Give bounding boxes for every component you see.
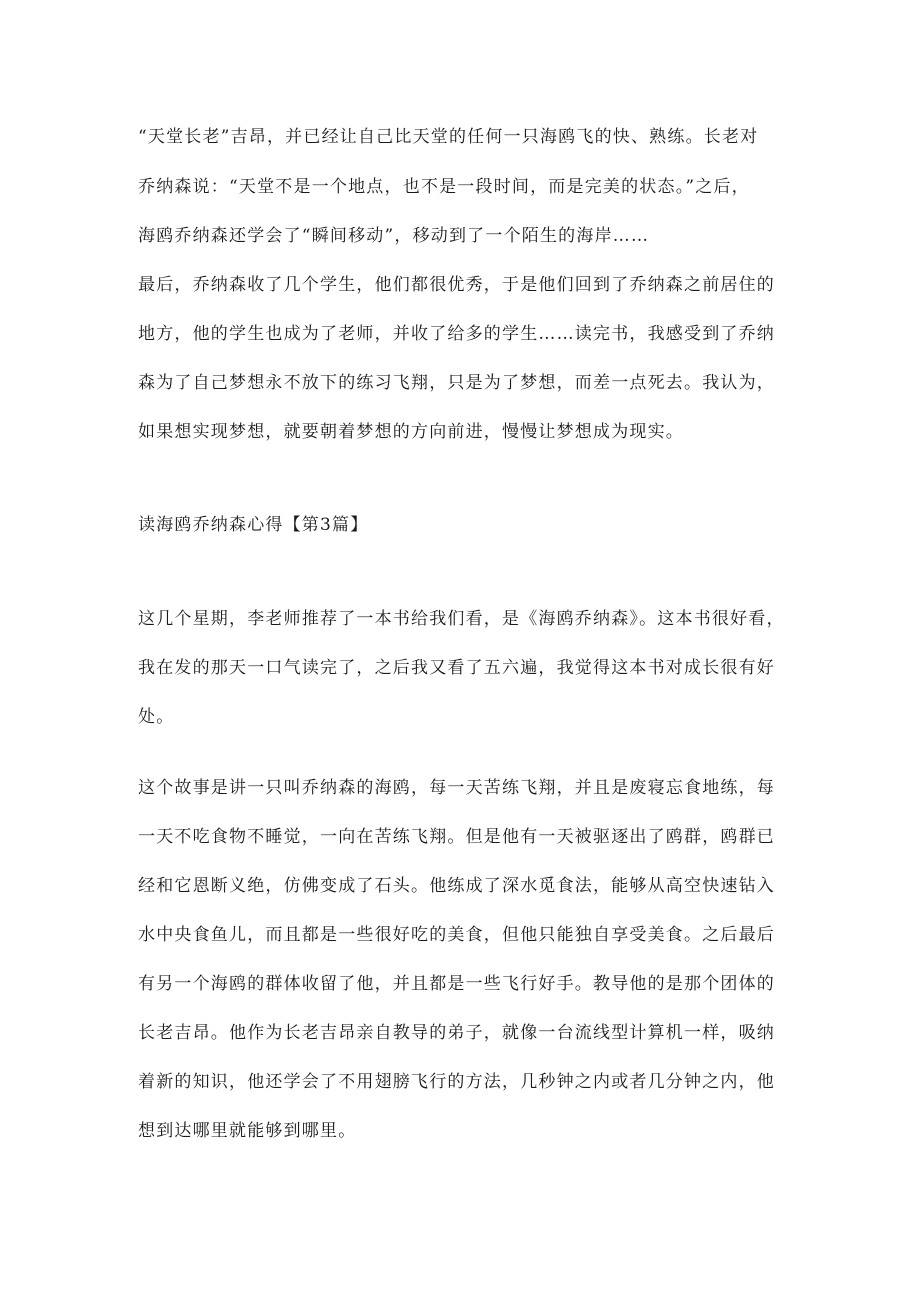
text-line: 有另一个海鸥的群体收留了他，并且都是一些飞行好手。教导他的是那个团体的 [138,974,775,994]
text-line: 海鸥乔纳森还学会了“瞬间移动”，移动到了一个陌生的海岸…… [138,226,650,246]
text-line: 乔纳森说：“天堂不是一个地点，也不是一段时间，而是完美的状态。”之后， [138,177,750,197]
text-line: 处。 [138,707,175,727]
text-line: 这个故事是讲一只叫乔纳森的海鸥，每一天苦练飞翔，并且是废寝忘食地练，每 [138,778,775,798]
text-line: 经和它恩断义绝，仿佛变成了石头。他练成了深水觅食法，能够从高空快速钻入 [138,876,775,896]
text-line: 长老吉昂。他作为长老吉昂亲自教导的弟子，就像一台流线型计算机一样，吸纳 [138,1023,775,1043]
text-line: 最后，乔纳森收了几个学生，他们都很优秀，于是他们回到了乔纳森之前居住的 [138,275,775,295]
text-line: 一天不吃食物不睡觉，一向在苦练飞翔。但是他有一天被驱逐出了鸥群，鸥群已 [138,827,775,847]
text-line: 地方，他的学生也成为了老师，并收了给多的学生……读完书，我感受到了乔纳 [138,324,775,344]
text-line: 我在发的那天一口气读完了，之后我又看了五六遍，我觉得这本书对成长很有好 [138,658,775,678]
text-line: 森为了自己梦想永不放下的练习飞翔，只是为了梦想，而差一点死去。我认为， [138,373,775,393]
section-heading: 读海鸥乔纳森心得【第3篇】 [138,515,369,535]
text-line: 水中央食鱼儿，而且都是一些很好吃的美食，但他只能独自享受美食。之后最后 [138,925,775,945]
text-line: 如果想实现梦想，就要朝着梦想的方向前进，慢慢让梦想成为现实。 [138,422,684,442]
text-line: 想到达哪里就能够到哪里。 [138,1121,357,1141]
text-line: 着新的知识，他还学会了不用翅膀飞行的方法，几秒钟之内或者几分钟之内，他 [138,1072,775,1092]
text-line: 这几个星期，李老师推荐了一本书给我们看，是《海鸥乔纳森》。这本书很好看， [138,609,785,629]
text-line: “天堂长老”吉昂，并已经让自己比天堂的任何一只海鸥飞的快、熟练。长老对 [138,127,759,147]
